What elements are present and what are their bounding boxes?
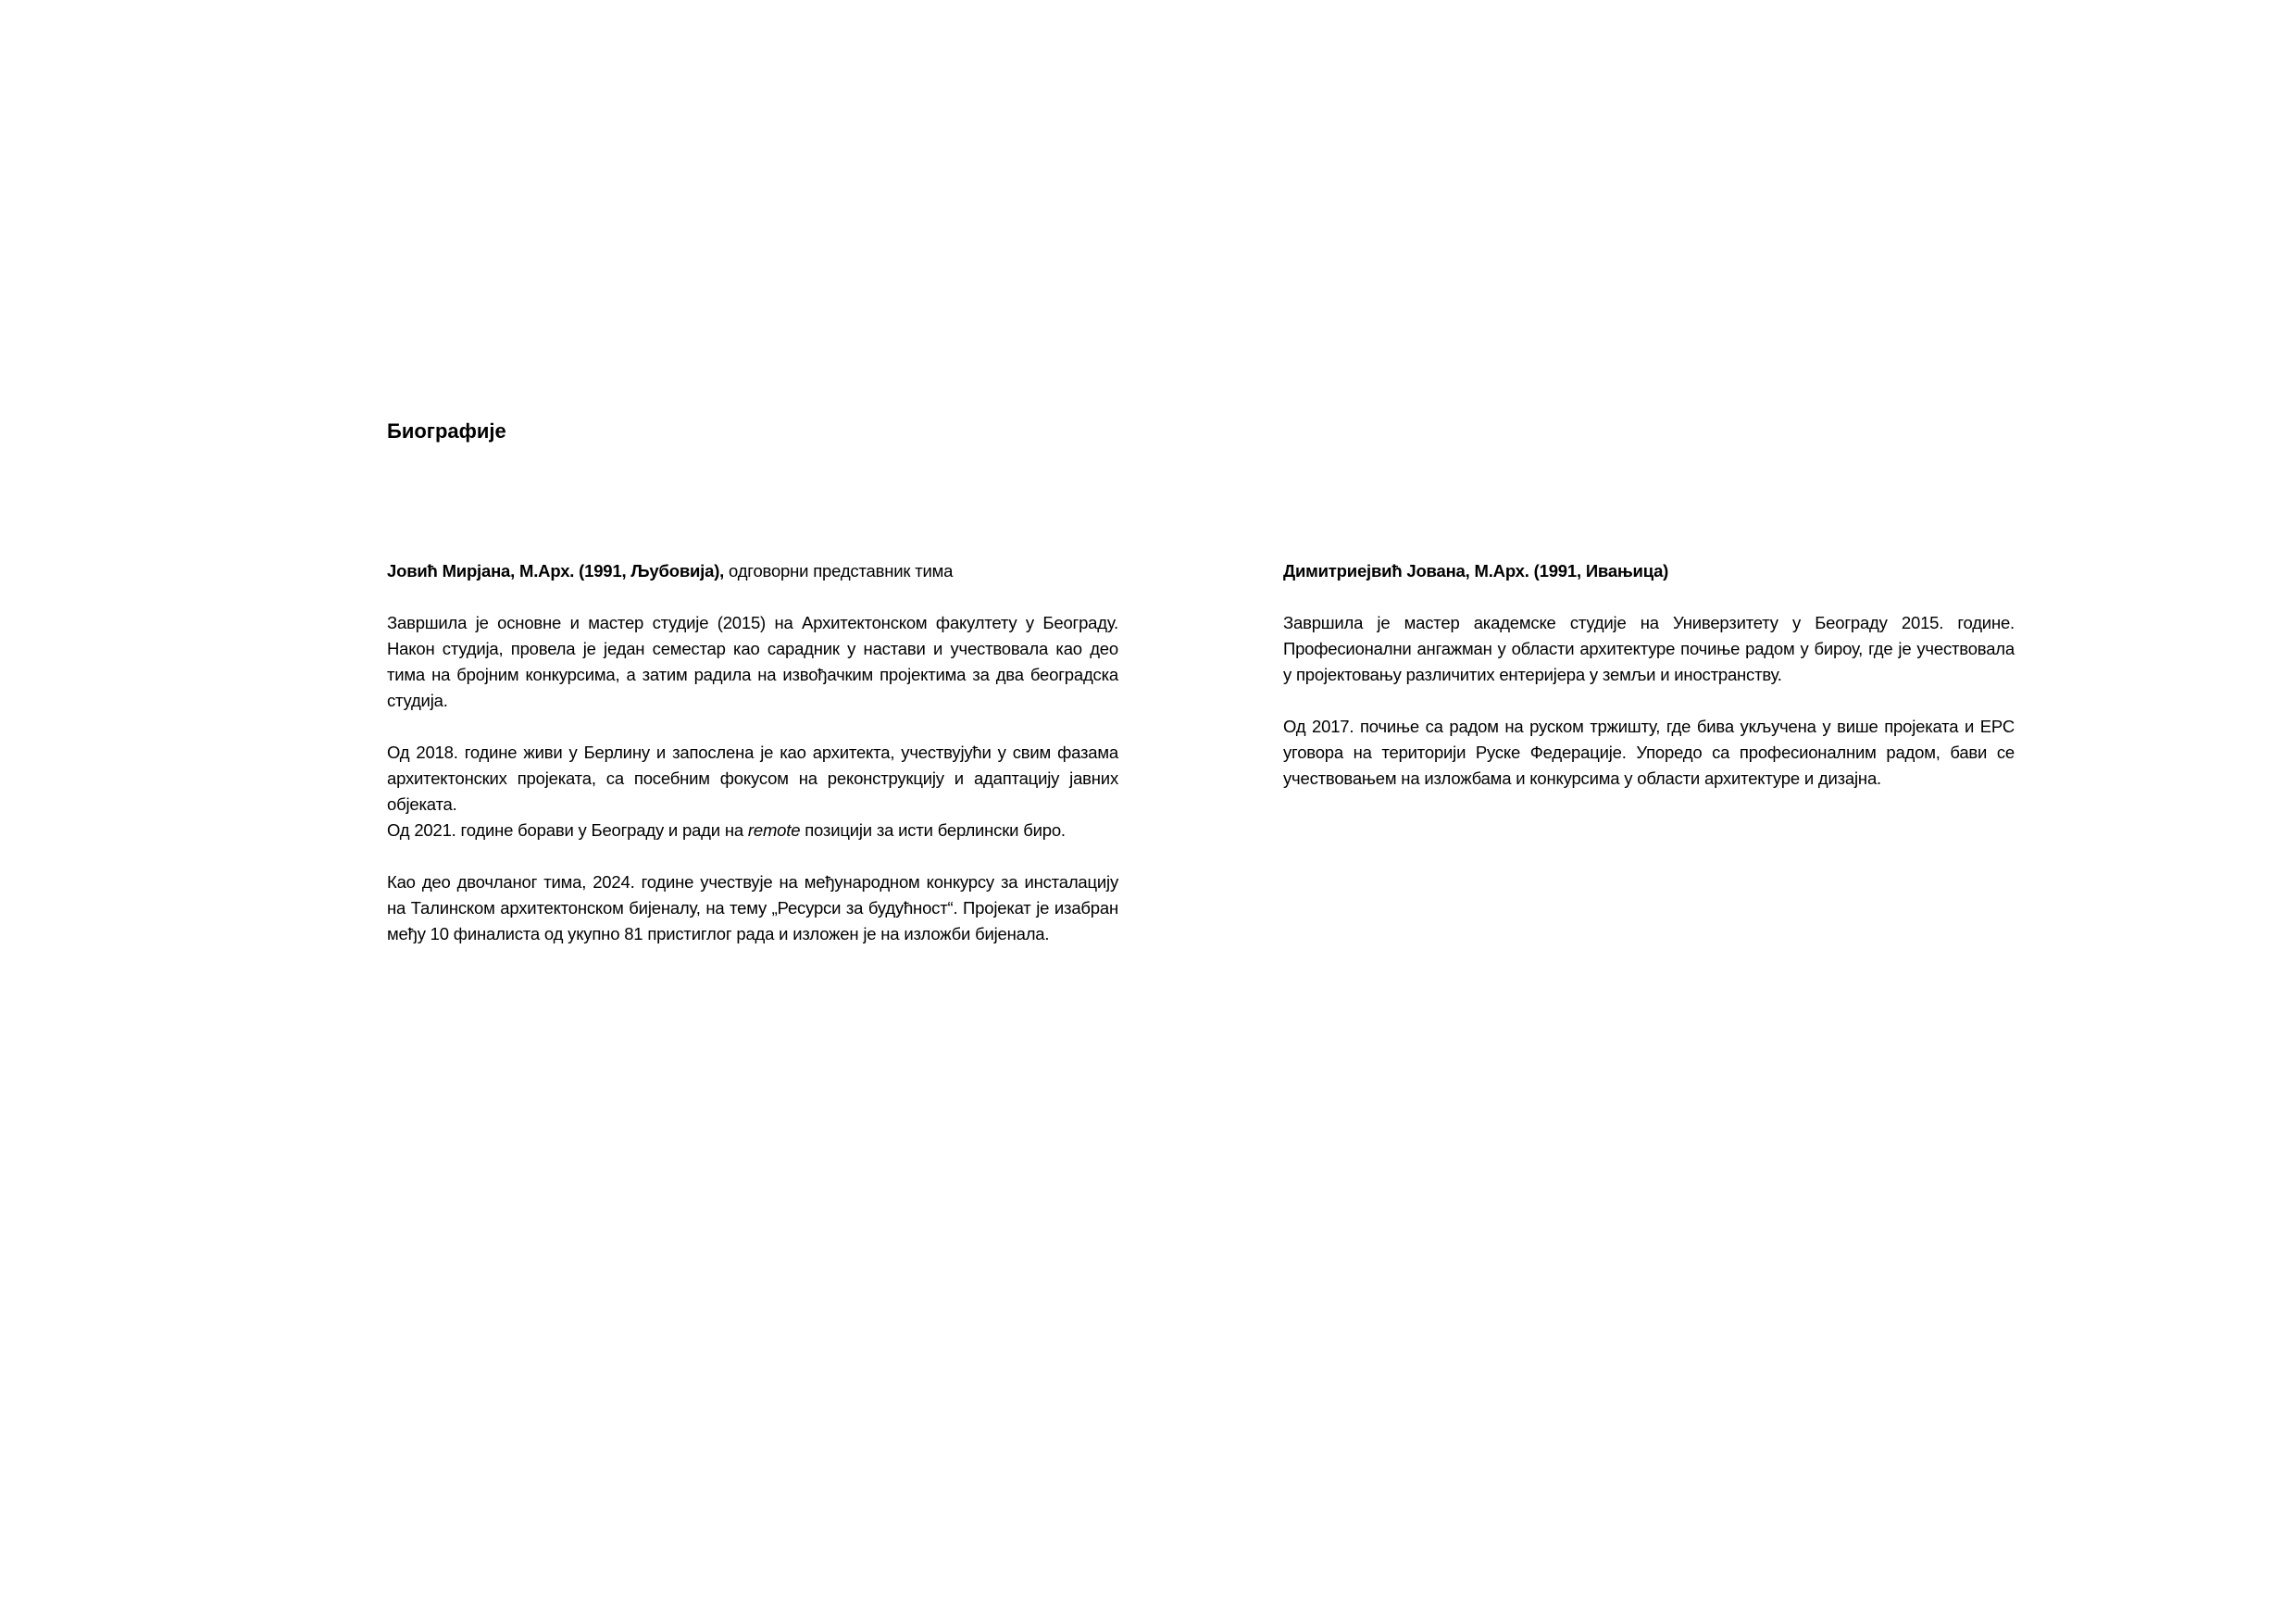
- remote-text-italic: remote: [747, 820, 801, 840]
- bio-paragraph: Као део двочланог тима, 2024. године учествује на међународном конкурсу за инсталацију на Талинском архитектонском бијеналу, на тему „Ресурси за будућност“. Пројекат је изабран међу 10 финалиста од укупно 81 пристиглог рада и изложен је на изложби бијенала.: [387, 872, 1118, 943]
- bio-heading: [1283, 558, 2015, 584]
- bio-jovic: [387, 558, 1118, 973]
- bio-paragraph: Завршила је мастер академске студије на Универзитету у Београду 2015. године. Професионални ангажман у области архитектуре почиње радом у бироу, где је учествовала у пројектовању различитих ентеријера у земљи и иностранству.: [1283, 613, 2015, 684]
- bio-role: одговорни представник тима: [724, 561, 954, 581]
- bio-paragraph: Од 2018. године живи у Берлину и запослена је као архитекта, учествујући у свим фазама архитектонских пројеката, са посебним фокусом на реконструкцију и адаптацију јавних објеката.: [387, 743, 1118, 814]
- page-title: Биографије: [387, 419, 506, 443]
- bio-dimitriejevic: [1283, 558, 2015, 818]
- bio-paragraph: Завршила је основне и мастер студије (2015) на Архитектонском факултету у Београду. Након студија, провела је један семестар као сарадник у настави и учествовала као део тима на бројним конкурсима, а затим радила на извођачким пројектима за два београдска студија.: [387, 613, 1118, 710]
- bio-paragraph-remote: [387, 818, 1118, 843]
- bio-name: Јовић Мирјана, М.Арх. (1991, Љубовија),: [387, 561, 725, 581]
- bio-name: Димитриејвић Јована, М.Арх. (1991, Ивањица): [1283, 561, 1669, 581]
- remote-text-after: позицији за исти берлински биро.: [800, 820, 1066, 840]
- bio-heading: [387, 558, 1118, 584]
- bio-paragraph: Од 2017. почиње са радом на руском тржишту, где бива укључена у више пројеката и ЕРС уговора на територији Руске Федерације. Упоредо са професионалним радом, бави се учествовањем на изложбама и конкурсима у области архитектуре и дизајна.: [1283, 717, 2015, 788]
- remote-text-before: Од 2021. године борави у Београду и ради на: [387, 820, 748, 840]
